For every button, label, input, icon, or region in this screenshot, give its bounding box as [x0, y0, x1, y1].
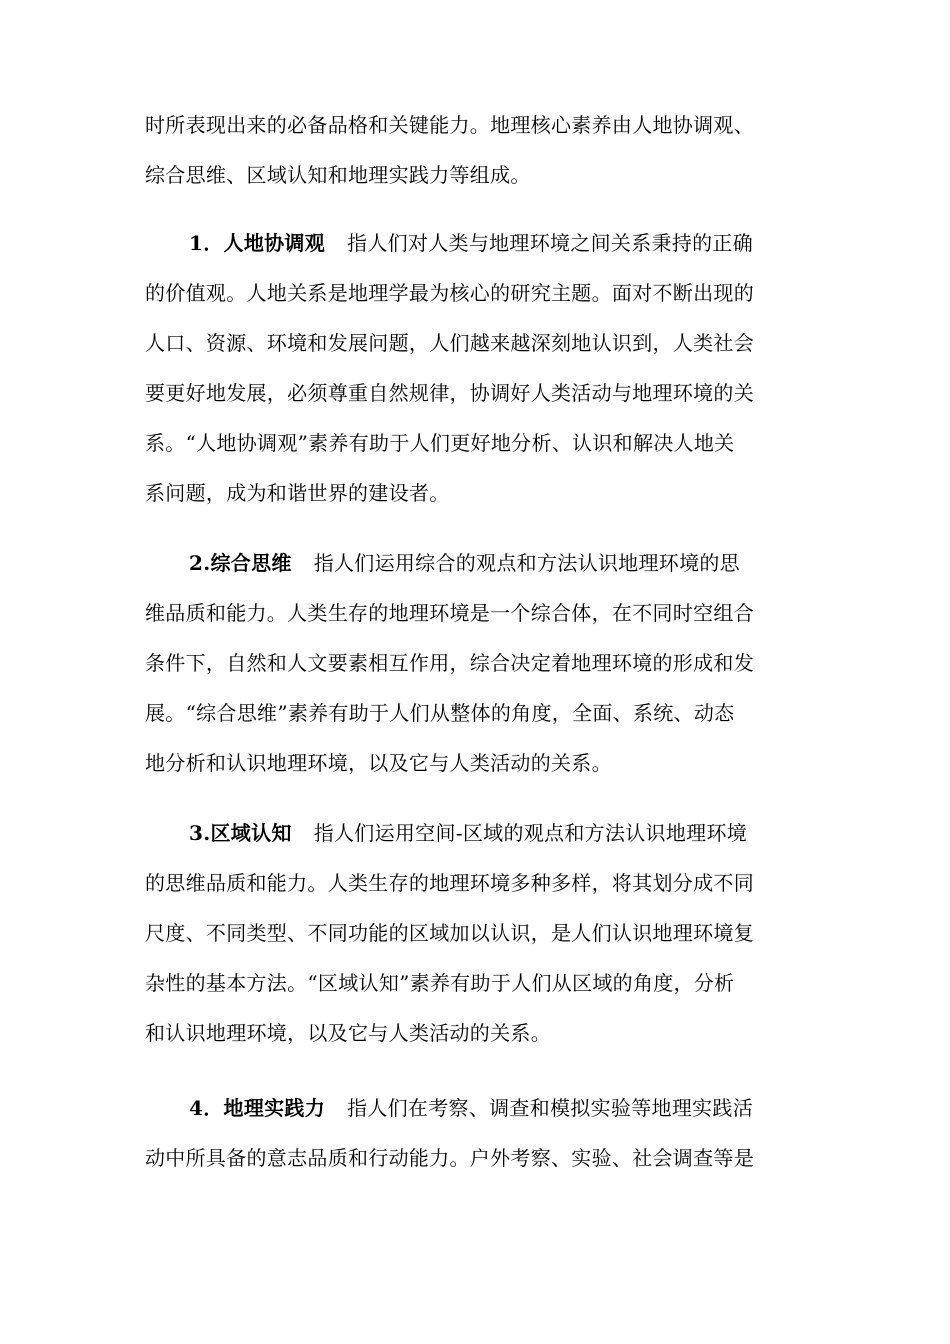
section-line: 系。“人地协调观”素养有助于人们更好地分析、认识和解决人地关 — [145, 431, 735, 455]
section-line: 维品质和能力。人类生存的地理环境是一个综合体，在不同时空组合 — [145, 601, 754, 625]
section-first-line — [145, 1083, 825, 1133]
section-line: 动中所具备的意志品质和行动能力。户外考察、实验、社会调查等是 — [145, 1146, 754, 1170]
section-1-paragraph — [145, 218, 825, 518]
section-line: 人口、资源、环境和发展问题，人们越来越深刻地认识到，人类社会 — [145, 331, 754, 355]
section-line: 地分析和认识地理环境，以及它与人类活动的关系。 — [145, 751, 612, 775]
section-3-paragraph — [145, 808, 825, 1058]
section-first-line — [145, 218, 825, 268]
section-line: 的思维品质和能力。人类生存的地理环境多种多样，将其划分成不同 — [145, 871, 754, 895]
section-first-line-text: 指人们运用空间-区域的观点和方法认识地理环境 — [313, 821, 748, 845]
section-line: 的价值观。人地关系是地理学最为核心的研究主题。面对不断出现的 — [145, 281, 754, 305]
section-line: 要更好地发展，必须尊重自然规律，协调好人类活动与地理环境的关 — [145, 381, 754, 405]
section-line: 尺度、不同类型、不同功能的区域加以认识，是人们认识地理环境复 — [145, 921, 754, 945]
section-2-paragraph — [145, 538, 825, 788]
section-first-line-text: 指人们对人类与地理环境之间关系秉持的正确 — [347, 231, 754, 255]
section-first-line — [145, 538, 825, 588]
section-first-line — [145, 808, 825, 858]
section-line: 系问题，成为和谐世界的建设者。 — [145, 481, 450, 505]
intro-line: 综合思维、区域认知和地理实践力等组成。 — [145, 163, 531, 187]
intro-paragraph — [145, 100, 825, 200]
section-line: 条件下，自然和人文要素相互作用，综合决定着地理环境的形成和发 — [145, 651, 754, 675]
section-first-line-text: 指人们在考察、调查和模拟实验等地理实践活 — [347, 1096, 754, 1120]
section-heading: 4．地理实践力 — [189, 1096, 326, 1120]
intro-line: 时所表现出来的必备品格和关键能力。地理核心素养由人地协调观、 — [145, 113, 754, 137]
section-heading: 3.区域认知 — [189, 821, 292, 845]
section-heading: 1．人地协调观 — [189, 231, 326, 255]
section-heading: 2.综合思维 — [189, 551, 292, 575]
section-line: 杂性的基本方法。“区域认知”素养有助于人们从区域的角度，分析 — [145, 971, 735, 995]
section-line: 展。“综合思维”素养有助于人们从整体的角度，全面、系统、动态 — [145, 701, 735, 725]
section-line: 和认识地理环境，以及它与人类活动的关系。 — [145, 1021, 551, 1045]
section-first-line-text: 指人们运用综合的观点和方法认识地理环境的思 — [313, 551, 740, 575]
section-4-paragraph — [145, 1083, 825, 1183]
